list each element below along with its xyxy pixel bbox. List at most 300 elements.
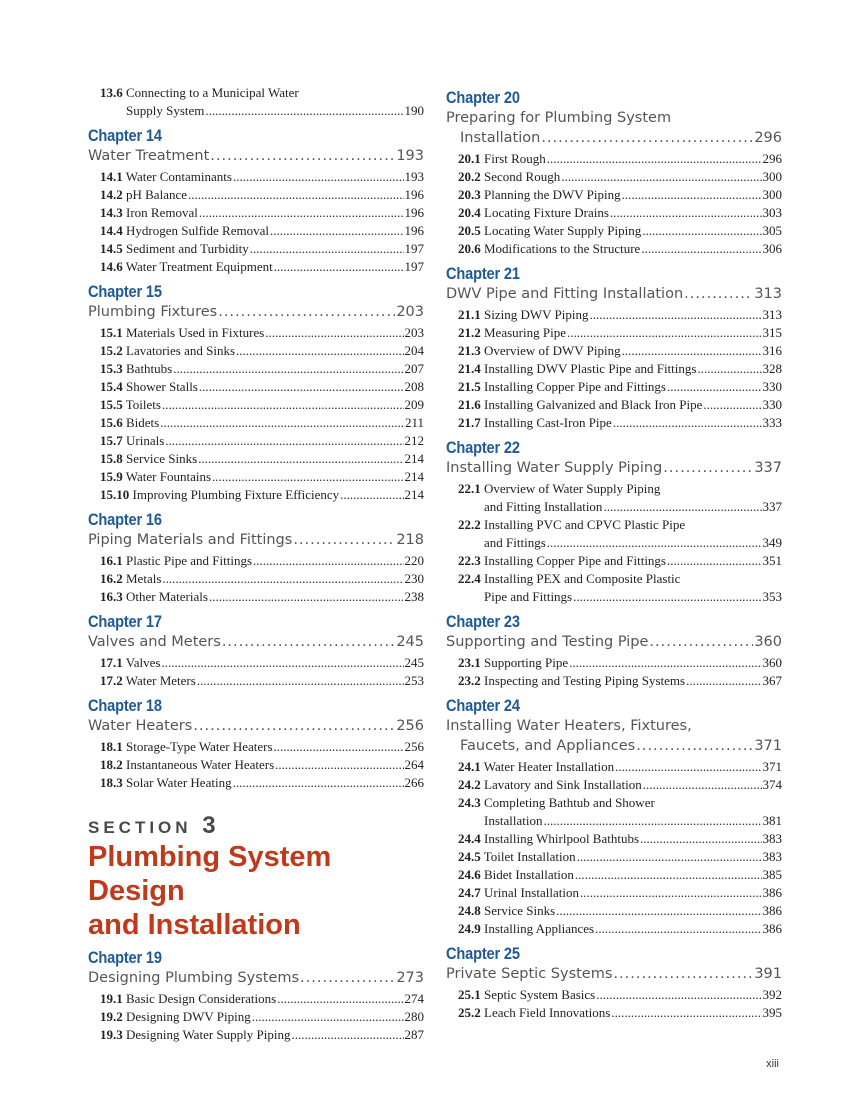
toc-entry[interactable] bbox=[446, 396, 782, 414]
entry-title: Solar Water Heating bbox=[126, 775, 232, 790]
section-number: 14.2 bbox=[100, 187, 123, 202]
section-number: 24.9 bbox=[458, 921, 481, 936]
toc-entry[interactable] bbox=[446, 552, 782, 570]
leader-dots bbox=[636, 736, 753, 756]
toc-entry[interactable] bbox=[446, 672, 782, 690]
section-kicker: SECTION bbox=[88, 818, 192, 837]
page-number: 360 bbox=[754, 634, 782, 650]
chapter-label[interactable]: Chapter 16 bbox=[88, 510, 162, 529]
entry-title: Urinals bbox=[126, 433, 165, 448]
section-number: 24.1 bbox=[458, 759, 481, 774]
toc-entry[interactable] bbox=[88, 396, 424, 414]
leader-dots bbox=[573, 588, 761, 606]
page-number: 337 bbox=[762, 499, 782, 514]
page-number: 333 bbox=[762, 415, 782, 430]
leader-dots bbox=[613, 964, 753, 984]
entry-title: Sizing DWV Piping bbox=[484, 307, 589, 322]
chapter-title-text: Installing Water Supply Piping bbox=[446, 460, 663, 476]
leader-dots bbox=[615, 758, 761, 776]
chapter-title[interactable] bbox=[88, 530, 424, 550]
toc-entry[interactable] bbox=[446, 480, 782, 516]
entry-title: Hydrogen Sulfide Removal bbox=[126, 223, 269, 238]
page-number: 305 bbox=[762, 223, 782, 238]
toc-entry[interactable] bbox=[446, 920, 782, 938]
toc-entry[interactable] bbox=[446, 986, 782, 1004]
page-number: 296 bbox=[754, 130, 782, 146]
page-number: 371 bbox=[762, 759, 782, 774]
toc-entry[interactable] bbox=[88, 588, 424, 606]
toc-entry[interactable] bbox=[88, 186, 424, 204]
toc-entry[interactable] bbox=[88, 168, 424, 186]
toc-entry[interactable] bbox=[88, 450, 424, 468]
section-number: 20.6 bbox=[458, 241, 481, 256]
leader-dots bbox=[293, 530, 395, 550]
entry-title: Locating Fixture Drains bbox=[484, 205, 609, 220]
leader-dots bbox=[199, 378, 404, 396]
toc-entry[interactable] bbox=[88, 432, 424, 450]
chapter-title[interactable] bbox=[88, 968, 424, 988]
toc-entry[interactable] bbox=[446, 654, 782, 672]
leader-dots bbox=[218, 302, 395, 322]
toc-entry[interactable] bbox=[446, 360, 782, 378]
entry-title: Lavatories and Sinks bbox=[126, 343, 236, 358]
page-number: 273 bbox=[396, 970, 424, 986]
toc-entry[interactable] bbox=[88, 324, 424, 342]
entry-title: Plastic Pipe and Fittings bbox=[126, 553, 253, 568]
leader-dots bbox=[547, 150, 762, 168]
leader-dots bbox=[340, 486, 403, 504]
leader-dots bbox=[649, 632, 753, 652]
toc-entry[interactable] bbox=[88, 360, 424, 378]
toc-chapter bbox=[446, 944, 782, 1022]
entry-title: Toilet Installation bbox=[483, 849, 576, 864]
leader-dots bbox=[610, 204, 762, 222]
toc-entry[interactable] bbox=[446, 324, 782, 342]
entry-title: Bidet Installation bbox=[484, 867, 574, 882]
toc-entry[interactable] bbox=[446, 1004, 782, 1022]
entry-title: Supply System bbox=[126, 103, 205, 118]
page-number: 238 bbox=[404, 589, 424, 604]
toc-entry[interactable] bbox=[446, 776, 782, 794]
page-number: 280 bbox=[404, 1009, 424, 1024]
page-number: 209 bbox=[404, 397, 424, 412]
page-number: 337 bbox=[754, 460, 782, 476]
toc-entry[interactable] bbox=[446, 306, 782, 324]
leader-dots bbox=[212, 468, 403, 486]
chapter-title[interactable] bbox=[446, 284, 782, 304]
section-number: 16.3 bbox=[100, 589, 123, 604]
section-number: 25.2 bbox=[458, 1005, 481, 1020]
leader-dots bbox=[580, 884, 762, 902]
leader-dots bbox=[275, 756, 403, 774]
leader-dots bbox=[198, 450, 403, 468]
leader-dots bbox=[603, 498, 761, 516]
chapter-title[interactable] bbox=[446, 632, 782, 652]
page-number: 245 bbox=[396, 634, 424, 650]
leader-dots bbox=[561, 168, 761, 186]
toc-entry[interactable] bbox=[446, 758, 782, 776]
leader-dots bbox=[233, 774, 404, 792]
leader-dots bbox=[575, 866, 762, 884]
toc-entry[interactable] bbox=[446, 848, 782, 866]
chapter-label[interactable]: Chapter 21 bbox=[446, 264, 520, 283]
leader-dots bbox=[643, 776, 762, 794]
chapter-title[interactable] bbox=[88, 302, 424, 322]
page-number: 196 bbox=[404, 205, 424, 220]
toc-entry[interactable] bbox=[88, 414, 424, 432]
entry-title: Metals bbox=[126, 571, 162, 586]
section-number: 20.4 bbox=[458, 205, 481, 220]
toc-entry[interactable] bbox=[88, 204, 424, 222]
chapter-title[interactable] bbox=[88, 632, 424, 652]
section-number: 24.3 bbox=[458, 795, 481, 810]
entry-title: Sediment and Turbidity bbox=[126, 241, 249, 256]
entry-title: Improving Plumbing Fixture Efficiency bbox=[132, 487, 340, 502]
page-number: 193 bbox=[404, 169, 424, 184]
page-number: 214 bbox=[404, 487, 424, 502]
toc-chapter bbox=[446, 438, 782, 606]
toc-entry[interactable] bbox=[446, 830, 782, 848]
page-number: 383 bbox=[762, 831, 782, 846]
section-number: 15.3 bbox=[100, 361, 123, 376]
page-number: 367 bbox=[762, 673, 782, 688]
section-number: 19.3 bbox=[100, 1027, 123, 1042]
toc-entry[interactable] bbox=[446, 240, 782, 258]
toc-entry[interactable] bbox=[446, 168, 782, 186]
toc-entry[interactable] bbox=[446, 516, 782, 552]
leader-dots bbox=[210, 146, 395, 166]
leader-dots bbox=[161, 654, 403, 672]
page-number: 386 bbox=[762, 885, 782, 900]
section-number: 18.1 bbox=[100, 739, 123, 754]
toc-entry[interactable] bbox=[446, 186, 782, 204]
page-number: 193 bbox=[396, 148, 424, 164]
leader-dots bbox=[567, 324, 762, 342]
section-heading bbox=[88, 814, 424, 942]
chapter-label[interactable]: Chapter 25 bbox=[446, 944, 520, 963]
chapter-label[interactable]: Chapter 18 bbox=[88, 696, 162, 715]
toc-chapter bbox=[88, 612, 424, 690]
section-number: 14.1 bbox=[100, 169, 123, 184]
entry-title: Storage-Type Water Heaters bbox=[126, 739, 273, 754]
toc-entry[interactable] bbox=[88, 222, 424, 240]
toc-entry[interactable] bbox=[88, 468, 424, 486]
toc-entry[interactable] bbox=[446, 222, 782, 240]
leader-dots bbox=[162, 570, 403, 588]
toc-entry[interactable] bbox=[446, 150, 782, 168]
entry-title: Modifications to the Structure bbox=[484, 241, 641, 256]
leader-dots bbox=[277, 990, 403, 1008]
section-number: 21.7 bbox=[458, 415, 481, 430]
page-number: 207 bbox=[404, 361, 424, 376]
entry-title: Service Sinks bbox=[126, 451, 198, 466]
entry-title: Installing Galvanized and Black Iron Pipe bbox=[484, 397, 703, 412]
toc-entry[interactable] bbox=[88, 258, 424, 276]
toc-entry[interactable] bbox=[88, 774, 424, 792]
entry-title: Shower Stalls bbox=[126, 379, 198, 394]
page-number: 203 bbox=[404, 325, 424, 340]
page-number: 306 bbox=[762, 241, 782, 256]
entry-title: Supporting Pipe bbox=[484, 655, 569, 670]
page-number: 353 bbox=[762, 589, 782, 604]
page-number: 196 bbox=[404, 223, 424, 238]
entry-title: Water Contaminants bbox=[125, 169, 232, 184]
page-number: 374 bbox=[762, 777, 782, 792]
page-number: 371 bbox=[754, 738, 782, 754]
leader-dots bbox=[544, 812, 762, 830]
toc-entry[interactable] bbox=[446, 570, 782, 606]
leader-dots bbox=[300, 968, 395, 988]
chapter-title[interactable] bbox=[88, 146, 424, 166]
page-number: 266 bbox=[404, 775, 424, 790]
chapter-title-text: Faucets, and Appliances bbox=[460, 738, 636, 754]
section-number: 15.5 bbox=[100, 397, 123, 412]
section-number: 14.4 bbox=[100, 223, 123, 238]
chapter-title-text: Supporting and Testing Pipe bbox=[446, 634, 649, 650]
toc-chapter bbox=[446, 696, 782, 938]
page-number: 313 bbox=[762, 307, 782, 322]
page-number: 296 bbox=[762, 151, 782, 166]
page-number: 360 bbox=[762, 655, 782, 670]
page-number: 328 bbox=[762, 361, 782, 376]
section-number: 20.1 bbox=[458, 151, 481, 166]
page-number: 395 bbox=[762, 1005, 782, 1020]
page-number: 315 bbox=[762, 325, 782, 340]
entry-title: pH Balance bbox=[126, 187, 188, 202]
page-number: 386 bbox=[762, 903, 782, 918]
section-number: 15.9 bbox=[100, 469, 123, 484]
entry-title-line1: Installing PVC and CPVC Plastic Pipe bbox=[484, 517, 686, 532]
chapter-title[interactable] bbox=[446, 964, 782, 984]
entry-title: Installing Copper Pipe and Fittings bbox=[484, 379, 666, 394]
entry-title: Toilets bbox=[125, 397, 161, 412]
entry-title: Water Meters bbox=[125, 673, 196, 688]
page-number: 214 bbox=[404, 469, 424, 484]
chapter-label[interactable]: Chapter 22 bbox=[446, 438, 520, 457]
section-number: 14.5 bbox=[100, 241, 123, 256]
leader-dots bbox=[663, 458, 753, 478]
chapter-label[interactable]: Chapter 17 bbox=[88, 612, 162, 631]
chapter-title-text: DWV Pipe and Fitting Installation bbox=[446, 286, 684, 302]
toc-right-column bbox=[446, 82, 782, 1022]
section-number: 21.2 bbox=[458, 325, 481, 340]
toc-chapter bbox=[446, 612, 782, 690]
toc-entry[interactable] bbox=[88, 342, 424, 360]
chapter-title-text: Private Septic Systems bbox=[446, 966, 613, 982]
section-number: 22.2 bbox=[458, 517, 481, 532]
section-number: 19.2 bbox=[100, 1009, 123, 1024]
chapter-title-text: Water Treatment bbox=[88, 148, 210, 164]
page-number: 212 bbox=[404, 433, 424, 448]
entry-title: Second Rough bbox=[484, 169, 561, 184]
section-number: 21.5 bbox=[458, 379, 481, 394]
page-number: 381 bbox=[762, 813, 782, 828]
entry-title-line1: Connecting to a Municipal Water bbox=[126, 85, 299, 100]
toc-entry[interactable] bbox=[88, 738, 424, 756]
leader-dots bbox=[611, 1004, 761, 1022]
toc-chapter bbox=[446, 264, 782, 432]
toc-entry[interactable] bbox=[88, 486, 424, 504]
page-number: 203 bbox=[396, 304, 424, 320]
leader-dots bbox=[541, 128, 753, 148]
toc-entry[interactable] bbox=[88, 570, 424, 588]
page-number: 197 bbox=[404, 259, 424, 274]
page-number: 330 bbox=[762, 397, 782, 412]
chapter-label[interactable]: Chapter 20 bbox=[446, 88, 520, 107]
toc-entry[interactable] bbox=[88, 240, 424, 258]
page-number: 385 bbox=[762, 867, 782, 882]
toc-entry[interactable] bbox=[88, 84, 424, 120]
toc-entry[interactable] bbox=[88, 378, 424, 396]
entry-title: Installing Appliances bbox=[484, 921, 595, 936]
chapter-title-text: Valves and Meters bbox=[88, 634, 221, 650]
page-number: 391 bbox=[754, 966, 782, 982]
leader-dots bbox=[641, 240, 761, 258]
entry-title: Basic Design Considerations bbox=[126, 991, 277, 1006]
toc-left-column bbox=[88, 84, 424, 1044]
entry-title: Installation bbox=[484, 813, 543, 828]
leader-dots bbox=[613, 414, 762, 432]
entry-title: Service Sinks bbox=[484, 903, 556, 918]
chapter-title-line1: Preparing for Plumbing System bbox=[446, 110, 672, 126]
toc-entry[interactable] bbox=[446, 204, 782, 222]
entry-title: Water Treatment Equipment bbox=[125, 259, 273, 274]
entry-title-line1: Overview of Water Supply Piping bbox=[484, 481, 661, 496]
section-number: 22.1 bbox=[458, 481, 481, 496]
toc-chapter bbox=[88, 510, 424, 606]
section-number: 22.4 bbox=[458, 571, 481, 586]
leader-dots bbox=[236, 342, 403, 360]
page-number: 218 bbox=[396, 532, 424, 548]
toc-entry[interactable] bbox=[88, 1026, 424, 1044]
leader-dots bbox=[642, 222, 761, 240]
entry-title: Locating Water Supply Piping bbox=[484, 223, 642, 238]
section-number: 24.6 bbox=[458, 867, 481, 882]
leader-dots bbox=[270, 222, 404, 240]
toc-entry[interactable] bbox=[88, 654, 424, 672]
leader-dots bbox=[697, 360, 761, 378]
leader-dots bbox=[199, 204, 404, 222]
section-number: 20.2 bbox=[458, 169, 481, 184]
toc-entry[interactable] bbox=[446, 342, 782, 360]
section-number: 24.8 bbox=[458, 903, 481, 918]
entry-title: Planning the DWV Piping bbox=[484, 187, 621, 202]
section-number: 15.10 bbox=[100, 487, 130, 502]
leader-dots bbox=[569, 654, 761, 672]
leader-dots bbox=[173, 360, 403, 378]
chapter-title[interactable] bbox=[446, 716, 782, 756]
page-number: 349 bbox=[762, 535, 782, 550]
page-number: 190 bbox=[404, 103, 424, 118]
chapter-title[interactable] bbox=[88, 716, 424, 736]
section-number: 14.3 bbox=[100, 205, 123, 220]
leader-dots bbox=[197, 672, 404, 690]
section-number: 15.7 bbox=[100, 433, 123, 448]
entry-title: Pipe and Fittings bbox=[484, 589, 573, 604]
chapter-title-text: Plumbing Fixtures bbox=[88, 304, 218, 320]
page-number: 256 bbox=[404, 739, 424, 754]
toc-entry[interactable] bbox=[88, 990, 424, 1008]
page-number: 383 bbox=[762, 849, 782, 864]
chapter-label[interactable]: Chapter 15 bbox=[88, 282, 162, 301]
section-number: 14.6 bbox=[100, 259, 123, 274]
chapter-title[interactable] bbox=[446, 108, 782, 148]
toc-entry[interactable] bbox=[446, 414, 782, 432]
entry-title: Designing Water Supply Piping bbox=[126, 1027, 291, 1042]
chapter-title[interactable] bbox=[446, 458, 782, 478]
leader-dots bbox=[622, 342, 762, 360]
entry-title: and Fitting Installation bbox=[484, 499, 603, 514]
leader-dots bbox=[667, 378, 762, 396]
chapter-title-text: Piping Materials and Fittings bbox=[88, 532, 293, 548]
section-number: 21.4 bbox=[458, 361, 481, 376]
leader-dots bbox=[686, 672, 761, 690]
toc-chapter bbox=[88, 126, 424, 276]
leader-dots bbox=[252, 1008, 404, 1026]
toc-entry[interactable] bbox=[88, 672, 424, 690]
page-number-footer: xiii bbox=[766, 1058, 779, 1070]
leader-dots bbox=[209, 588, 404, 606]
page-number: 313 bbox=[754, 286, 782, 302]
chapter-label[interactable]: Chapter 14 bbox=[88, 126, 162, 145]
page-number: 300 bbox=[762, 187, 782, 202]
chapter-label[interactable]: Chapter 23 bbox=[446, 612, 520, 631]
page-number: 300 bbox=[762, 169, 782, 184]
entry-title: Designing DWV Piping bbox=[126, 1009, 251, 1024]
toc-entry[interactable] bbox=[446, 378, 782, 396]
entry-title: Inspecting and Testing Piping Systems bbox=[484, 673, 686, 688]
leader-dots bbox=[622, 186, 762, 204]
page-number: 196 bbox=[404, 187, 424, 202]
section-number: 23.1 bbox=[458, 655, 481, 670]
section-number: 21.1 bbox=[458, 307, 481, 322]
page-number: 253 bbox=[404, 673, 424, 688]
page-number: 245 bbox=[404, 655, 424, 670]
chapter-label[interactable]: Chapter 24 bbox=[446, 696, 520, 715]
chapter-title-text: Installation bbox=[460, 130, 541, 146]
section-number: 23.2 bbox=[458, 673, 481, 688]
entry-title: Valves bbox=[125, 655, 161, 670]
entry-title: Installing Whirlpool Bathtubs bbox=[484, 831, 640, 846]
entry-title: Installing DWV Plastic Pipe and Fittings bbox=[484, 361, 697, 376]
toc-entry[interactable] bbox=[88, 756, 424, 774]
toc-entry[interactable] bbox=[446, 794, 782, 830]
toc-entry[interactable] bbox=[446, 902, 782, 920]
leader-dots bbox=[165, 432, 403, 450]
section-number: 15.2 bbox=[100, 343, 123, 358]
toc-entry[interactable] bbox=[88, 552, 424, 570]
section-number: 15.6 bbox=[100, 415, 123, 430]
section-number: 16.1 bbox=[100, 553, 123, 568]
chapter-title-text: Designing Plumbing Systems bbox=[88, 970, 300, 986]
entry-title: First Rough bbox=[484, 151, 546, 166]
toc-chapter bbox=[446, 88, 782, 258]
page-number: 211 bbox=[404, 415, 424, 430]
page-number: 303 bbox=[762, 205, 782, 220]
chapter-label[interactable]: Chapter 19 bbox=[88, 948, 162, 967]
page-number: 256 bbox=[396, 718, 424, 734]
entry-title: Other Materials bbox=[126, 589, 208, 604]
toc-entry[interactable] bbox=[446, 866, 782, 884]
toc-entry[interactable] bbox=[446, 884, 782, 902]
page-number: 208 bbox=[404, 379, 424, 394]
toc-entry[interactable] bbox=[88, 1008, 424, 1026]
entry-title: Septic System Basics bbox=[484, 987, 596, 1002]
leader-dots bbox=[577, 848, 762, 866]
entry-title: and Fittings bbox=[484, 535, 546, 550]
entry-title: Lavatory and Sink Installation bbox=[484, 777, 642, 792]
section-number: 24.5 bbox=[458, 849, 481, 864]
